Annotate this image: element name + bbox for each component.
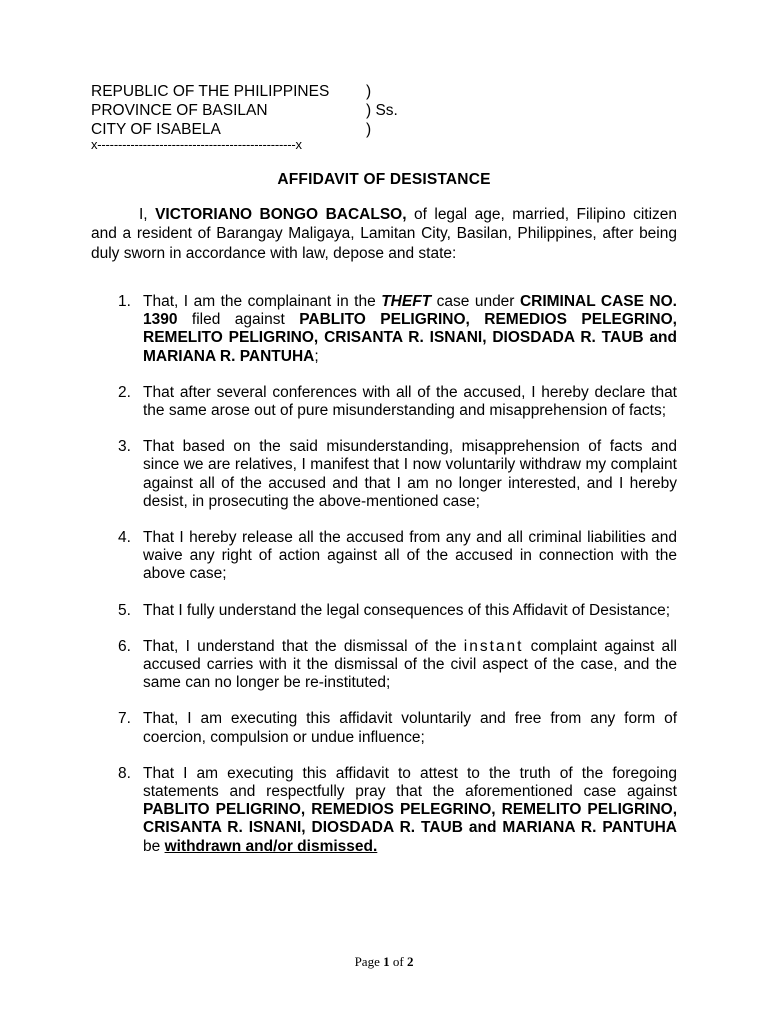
- accused-names: PABLITO PELIGRINO, REMEDIOS PELEGRINO, REMELITO PELIGRINO, CRISANTA R. ISNANI, DIOSDADA R. TAUB and MARIANA R. PANTUHA: [143, 801, 677, 837]
- item-number: 7.: [118, 710, 131, 728]
- case-number: CRIMINAL CASE NO. 1390: [143, 293, 677, 329]
- caption-ss: ) Ss.: [366, 102, 398, 119]
- item-number: 1.: [118, 293, 131, 310]
- intro-pre: I,: [139, 206, 156, 223]
- item-text: That, I am executing this affidavit voluntarily and free from any form of coercion, compulsion or undue influence;: [143, 710, 677, 746]
- page-label: Page: [354, 954, 380, 969]
- averment-item: [118, 384, 677, 420]
- caption-line-province: [91, 101, 398, 120]
- text-run: ;: [314, 347, 319, 365]
- text-run: That I am executing this affidavit to attest to the truth of the foregoing statements and respectfully pray that the aforementioned case against: [143, 764, 677, 801]
- page-footer: [0, 954, 768, 970]
- caption-city: CITY OF ISABELA: [91, 121, 221, 138]
- document-title: AFFIDAVIT OF DESISTANCE: [277, 171, 491, 188]
- caption-province: PROVINCE OF BASILAN: [91, 102, 268, 119]
- text-run: That, I am the complainant in the: [143, 293, 382, 310]
- averment-item: [118, 293, 677, 366]
- caption-bracket: ): [366, 121, 372, 138]
- total-pages: 2: [406, 954, 414, 969]
- item-text: [143, 293, 677, 366]
- of-label: of: [392, 954, 404, 969]
- venue-caption: [91, 82, 398, 139]
- averment-item: [118, 638, 677, 693]
- text-run: be: [143, 837, 165, 855]
- caption-republic: REPUBLIC OF THE PHILIPPINES: [91, 83, 330, 100]
- averment-item: [118, 438, 677, 511]
- caption-bracket: ): [366, 83, 372, 100]
- averment-item: [118, 710, 677, 746]
- affiant-name: VICTORIANO BONGO BACALSO,: [155, 206, 407, 223]
- current-page: 1: [383, 954, 390, 969]
- item-number: 5.: [118, 601, 131, 619]
- item-text: That I hereby release all the accused from any and all criminal liabilities and waive any right of action against all of the accused in connection with the above case;: [143, 529, 677, 583]
- text-run: That, I understand that the dismissal of the: [143, 637, 464, 655]
- averment-item: [118, 529, 677, 584]
- text-run: complaint against all accused carries with it the dismissal of the civil aspect of the case, and the same can no longer be re-instituted;: [143, 637, 677, 692]
- accused-names: PABLITO PELIGRINO, REMEDIOS PELEGRINO, REMELITO PELIGRINO, CRISANTA R. ISNANI, DIOSDADA R. TAUB and MARIANA R. PANTUHA: [143, 311, 677, 365]
- item-text: That I fully understand the legal consequences of this Affidavit of Desistance;: [143, 601, 671, 619]
- averment-item: [118, 602, 677, 620]
- case-type: THEFT: [381, 293, 432, 310]
- item-text: [143, 638, 677, 693]
- item-number: 3.: [118, 438, 131, 456]
- averment-item: [118, 765, 677, 856]
- spaced-word: instant: [463, 637, 524, 655]
- item-text: That based on the said misunderstanding, misapprehension of facts and since we are relatives, I manifest that I now voluntarily withdraw my complaint against all of the accused and that I am no longer interested, and I hereby desist, in prosecuting the above-mentioned case;: [143, 438, 677, 510]
- item-text: [143, 765, 677, 856]
- item-text: That after several conferences with all of the accused, I hereby declare that the same arose out of pure misunderstanding and misapprehension of facts;: [143, 383, 677, 420]
- intro-post: of legal age, married, Filipino citizen and a resident of Barangay Maligaya, Lamitan City, Basilan, Philippines, after being duly sworn in accordance with law, depose and state:: [91, 206, 678, 262]
- intro-paragraph: [91, 205, 677, 263]
- item-number: 6.: [118, 637, 131, 655]
- text-run: case under: [431, 293, 520, 310]
- item-number: 4.: [118, 529, 131, 547]
- caption-line-republic: [91, 82, 372, 101]
- averments-list: [118, 293, 677, 874]
- text-run: filed against: [177, 311, 300, 329]
- caption-separator: x------------------------------------------------x: [91, 137, 302, 152]
- requested-relief: withdrawn and/or dismissed.: [164, 837, 378, 855]
- item-number: 2.: [118, 383, 131, 401]
- item-number: 8.: [118, 764, 131, 782]
